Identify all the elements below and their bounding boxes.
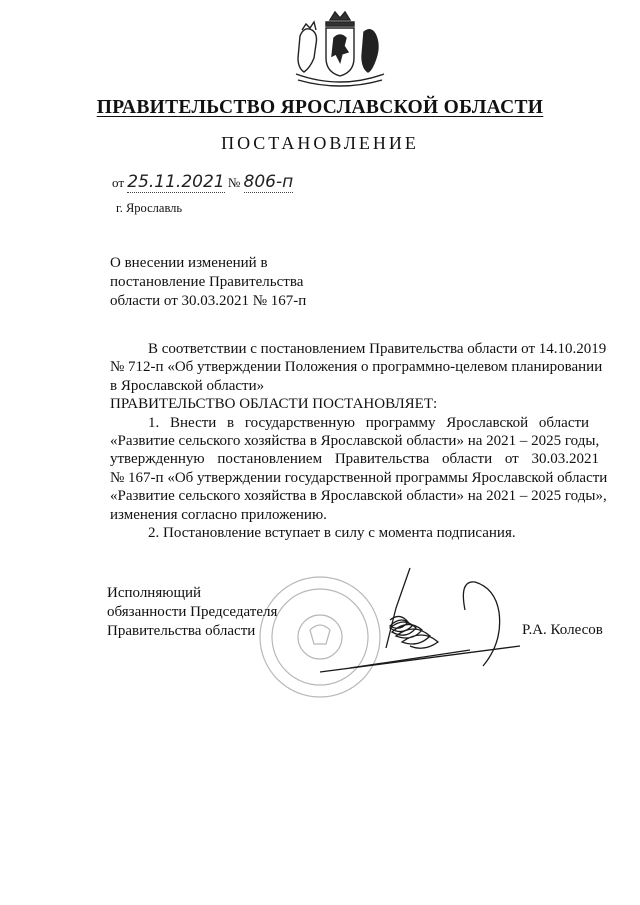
item2-line: 2. Постановление вступает в силу с момента подписания. (148, 525, 516, 542)
position-line: Правительства области (107, 623, 256, 639)
subject-line: области от 30.03.2021 № 167-п (110, 293, 307, 309)
item1-line: «Развитие сельского хозяйства в Ярославской области» на 2021 – 2025 годы», (110, 488, 607, 505)
item1-line: 1. Внести в государственную программу Ярославской области (148, 414, 590, 431)
item1-line: «Развитие сельского хозяйства в Ярославской области» на 2021 – 2025 годы, (110, 433, 600, 450)
handwritten-signature (310, 560, 540, 680)
position-line: обязанности Председателя (107, 604, 278, 620)
number-prefix: № (227, 175, 241, 190)
position-line: Исполняющий (107, 585, 202, 601)
coat-of-arms-emblem (290, 6, 390, 90)
document-body (110, 340, 614, 542)
city-label: г. Ярославль (116, 201, 183, 215)
preamble-line: в Ярославской области» (110, 377, 265, 394)
number-value: 806-п (243, 172, 294, 192)
preamble-line: В соответствии с постановлением Правительства области от 14.10.2019 (148, 341, 607, 357)
resolves-line: ПРАВИТЕЛЬСТВО ОБЛАСТИ ПОСТАНОВЛЯЕТ: (110, 396, 438, 413)
date-number-line (112, 172, 293, 192)
subject-block (110, 254, 306, 311)
government-title: ПРАВИТЕЛЬСТВО ЯРОСЛАВСКОЙ ОБЛАСТИ (96, 97, 544, 118)
signatory-name: Р.А. Колесов (522, 622, 603, 638)
subject-line: О внесении изменений в (110, 255, 268, 271)
signatory-position (107, 584, 277, 641)
document-type: ПОСТАНОВЛЕНИЕ (221, 133, 419, 153)
item1-line: утвержденную постановлением Правительства области от 30.03.2021 (110, 451, 599, 468)
subject-line: постановление Правительства (110, 274, 304, 290)
date-value: 25.11.2021 (127, 172, 225, 192)
date-prefix: от (112, 175, 125, 190)
item1-line: изменения согласно приложению. (110, 506, 327, 523)
item1-line: № 167-п «Об утверждении государственной программы Ярославской области (110, 469, 608, 486)
preamble-line: № 712-п «Об утверждении Положения о программно-целевом планировании (110, 359, 603, 376)
